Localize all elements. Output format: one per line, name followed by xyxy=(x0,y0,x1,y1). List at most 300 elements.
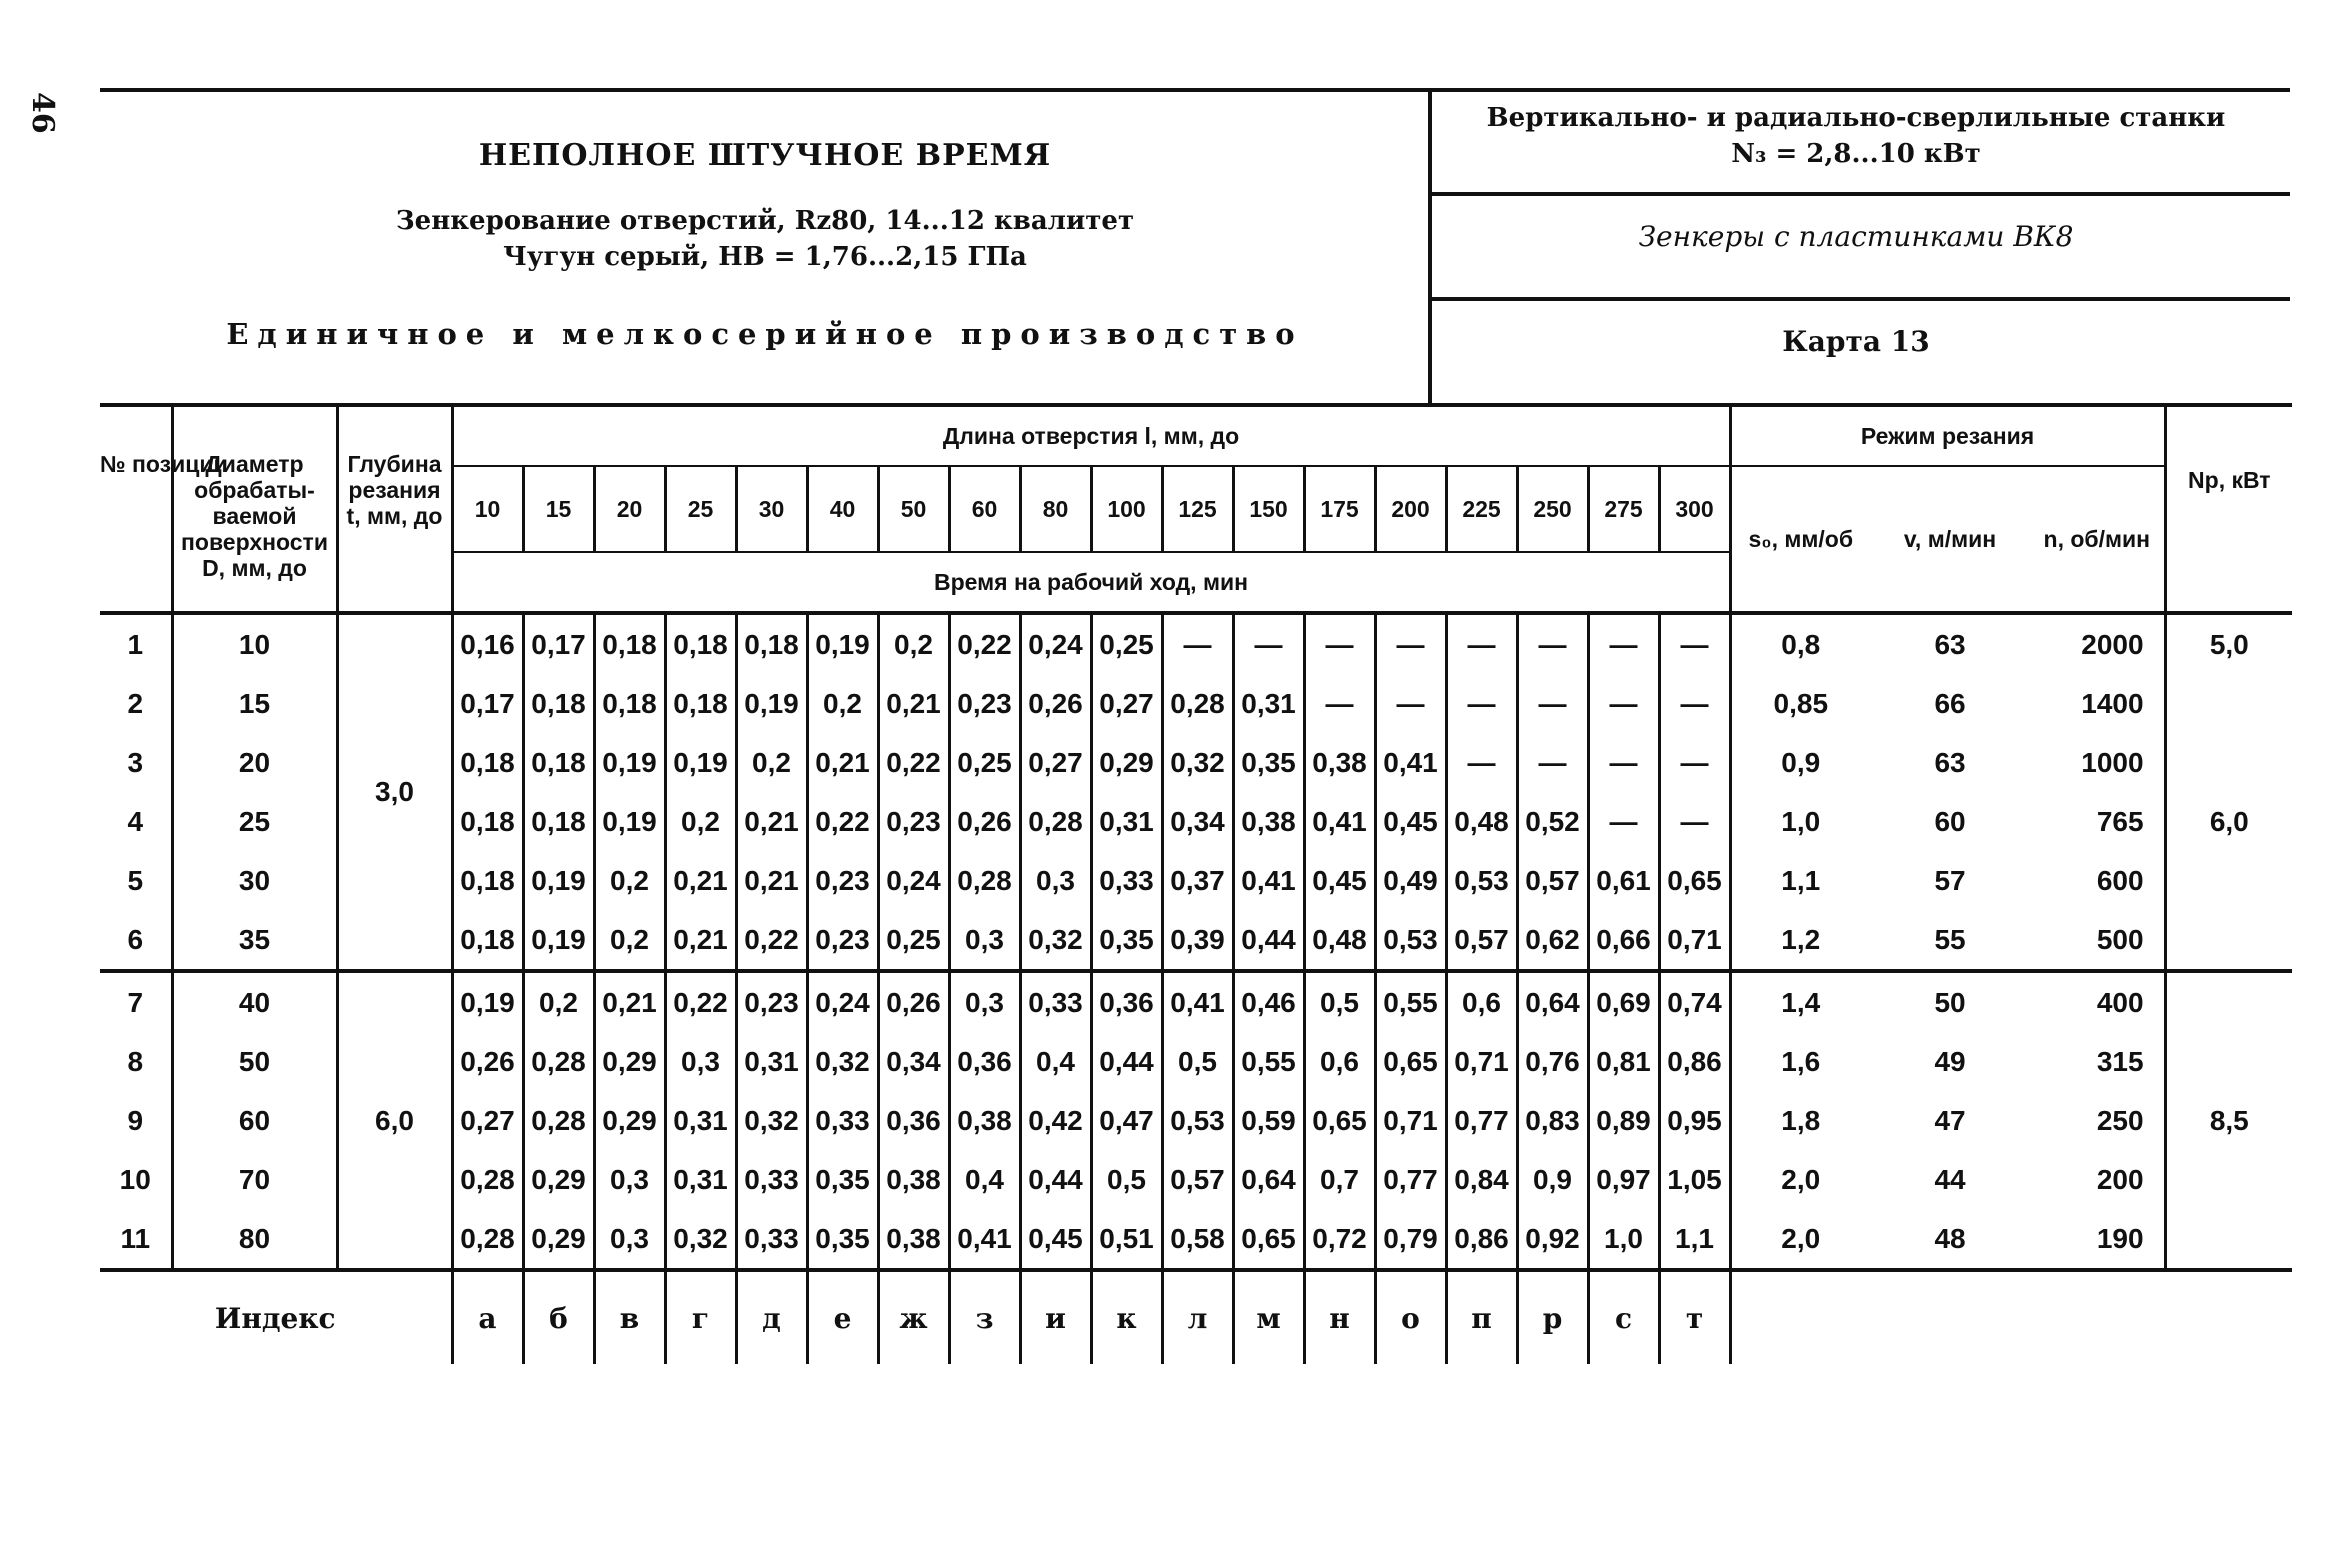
time-cell: 0,26 xyxy=(949,792,1020,851)
time-cell: 0,52 xyxy=(1517,792,1588,851)
time-cell: 0,3 xyxy=(949,971,1020,1032)
title-block xyxy=(100,92,1430,351)
time-cell: 0,23 xyxy=(878,792,949,851)
time-cell: 0,62 xyxy=(1517,910,1588,971)
time-cell: 0,22 xyxy=(807,792,878,851)
time-cell: 0,65 xyxy=(1375,1032,1446,1091)
time-cell: 0,18 xyxy=(452,792,523,851)
time-cell: 0,24 xyxy=(878,851,949,910)
col-diameter-header: Диаметр обрабатываемой поверхности D, мм, до xyxy=(172,405,337,613)
time-cell: 0,18 xyxy=(523,733,594,792)
speed-cell: 50 xyxy=(1870,971,2030,1032)
time-cell: 0,29 xyxy=(523,1150,594,1209)
time-cell: 0,31 xyxy=(1091,792,1162,851)
length-80: 80 xyxy=(1020,466,1091,552)
time-cell: 0,6 xyxy=(1446,971,1517,1032)
index-letter: г xyxy=(665,1270,736,1364)
index-label: Индекс xyxy=(100,1270,452,1364)
time-cell: 0,19 xyxy=(452,971,523,1032)
time-cell: 0,32 xyxy=(665,1209,736,1270)
time-cell: 0,34 xyxy=(878,1032,949,1091)
rpm-cell: 315 xyxy=(2096,1045,2144,1077)
time-cell: 0,84 xyxy=(1446,1150,1517,1209)
time-cell: 0,65 xyxy=(1304,1091,1375,1150)
rpm-cell: 1000 xyxy=(2081,746,2144,778)
time-cell: 0,33 xyxy=(736,1150,807,1209)
time-cell: 0,36 xyxy=(878,1091,949,1150)
time-cell: — xyxy=(1588,733,1659,792)
time-cell: 0,25 xyxy=(1091,613,1162,674)
time-cell: 0,32 xyxy=(807,1032,878,1091)
time-cell: 0,31 xyxy=(736,1032,807,1091)
time-cell: 0,18 xyxy=(594,613,665,674)
machines-type: Вертикально- и радиально-сверлильные станки xyxy=(1486,103,2226,133)
feed-cell: 1,8 xyxy=(1781,1104,1821,1136)
speed-cell: 63 xyxy=(1870,613,2030,674)
time-cell: 0,89 xyxy=(1588,1091,1659,1150)
rpm-cell: 190 xyxy=(2096,1222,2144,1254)
time-cell: 0,3 xyxy=(665,1032,736,1091)
time-cell: 0,95 xyxy=(1659,1091,1730,1150)
time-cell: 0,3 xyxy=(594,1209,665,1270)
time-cell: — xyxy=(1304,674,1375,733)
time-cell: 0,17 xyxy=(523,613,594,674)
time-cell: 0,29 xyxy=(523,1209,594,1270)
diameter-cell: 30 xyxy=(172,851,337,910)
time-cell: 0,5 xyxy=(1091,1150,1162,1209)
time-cell: 0,28 xyxy=(949,851,1020,910)
time-cell: 0,27 xyxy=(1091,674,1162,733)
feed-cell: 1,1 xyxy=(1781,864,1821,896)
time-cell: 0,92 xyxy=(1517,1209,1588,1270)
length-200: 200 xyxy=(1375,466,1446,552)
speed-cell: 48 xyxy=(1934,1222,1966,1254)
production-type: Единичное и мелкосерийное производство xyxy=(226,317,1304,351)
time-cell: 0,27 xyxy=(1020,733,1091,792)
time-cell: 0,48 xyxy=(1446,792,1517,851)
time-cell: 0,21 xyxy=(594,971,665,1032)
time-cell: 0,3 xyxy=(949,910,1020,971)
time-cell: 0,19 xyxy=(665,733,736,792)
power-cell: 5,0 xyxy=(2165,613,2292,674)
position-cell: 11 xyxy=(100,1209,172,1270)
speed-cell: 47 xyxy=(1934,1104,1966,1136)
feed-cell: 0,85 xyxy=(1773,687,1829,719)
time-cell: 0,35 xyxy=(807,1150,878,1209)
feed-cell: 1,4 xyxy=(1730,971,1870,1032)
time-cell: — xyxy=(1233,613,1304,674)
col-speed-header: v, м/мин xyxy=(1903,526,1997,552)
time-cell: 1,05 xyxy=(1659,1150,1730,1209)
time-cell: 0,28 xyxy=(1162,674,1233,733)
time-cell: — xyxy=(1446,613,1517,674)
index-letter: п xyxy=(1446,1270,1517,1364)
mode-group-header: Режим резания xyxy=(1730,405,2165,466)
time-cell: 0,44 xyxy=(1091,1032,1162,1091)
rpm-cell: 2000 xyxy=(2030,613,2165,674)
time-cell: 0,59 xyxy=(1233,1091,1304,1150)
time-cell: 0,47 xyxy=(1091,1091,1162,1150)
time-cell: 0,31 xyxy=(665,1150,736,1209)
time-cell: 0,23 xyxy=(949,674,1020,733)
rpm-cell: 250 xyxy=(2096,1104,2144,1136)
time-cell: 0,46 xyxy=(1233,971,1304,1032)
position-cell: 6 xyxy=(100,910,172,971)
length-40: 40 xyxy=(807,466,878,552)
time-cell: 0,18 xyxy=(665,613,736,674)
time-cell: 0,25 xyxy=(878,910,949,971)
length-275: 275 xyxy=(1588,466,1659,552)
time-cell: 0,41 xyxy=(1304,792,1375,851)
time-cell: 0,2 xyxy=(594,851,665,910)
time-table xyxy=(100,403,2292,1364)
time-cell: — xyxy=(1659,733,1730,792)
index-letter: а xyxy=(452,1270,523,1364)
length-25: 25 xyxy=(665,466,736,552)
time-cell: 0,44 xyxy=(1233,910,1304,971)
table-row xyxy=(100,971,2292,1032)
time-cell: — xyxy=(1659,613,1730,674)
time-cell: 0,23 xyxy=(736,971,807,1032)
time-cell: 0,33 xyxy=(736,1209,807,1270)
position-cell: 4 xyxy=(100,792,172,851)
index-row xyxy=(100,1270,2292,1364)
time-cell: — xyxy=(1588,792,1659,851)
speed-cell: 66 xyxy=(1934,687,1966,719)
length-175: 175 xyxy=(1304,466,1375,552)
time-cell: 0,33 xyxy=(1091,851,1162,910)
time-cell: 0,69 xyxy=(1588,971,1659,1032)
diameter-cell: 50 xyxy=(172,1032,337,1091)
length-100: 100 xyxy=(1091,466,1162,552)
time-cell: 0,3 xyxy=(594,1150,665,1209)
time-cell: 0,61 xyxy=(1588,851,1659,910)
time-cell: — xyxy=(1517,674,1588,733)
time-caption: Время на рабочий ход, мин xyxy=(452,552,1730,613)
time-cell: 0,35 xyxy=(807,1209,878,1270)
time-cell: 0,36 xyxy=(1091,971,1162,1032)
feed-cell: 1,6 xyxy=(1781,1045,1821,1077)
speed-cell: 44 xyxy=(1934,1163,1966,1195)
position-cell: 2 xyxy=(100,674,172,733)
time-cell: 0,18 xyxy=(452,733,523,792)
time-cell: 0,31 xyxy=(665,1091,736,1150)
right-rule-1 xyxy=(1430,192,2290,196)
time-cell: 0,38 xyxy=(878,1209,949,1270)
subtitle-operation: Зенкерование отверстий, Rz80, 14...12 квалитет xyxy=(395,206,1135,236)
time-cell: 0,32 xyxy=(736,1091,807,1150)
time-cell: 0,45 xyxy=(1020,1209,1091,1270)
diameter-cell: 25 xyxy=(172,792,337,851)
machines-cell xyxy=(1436,100,2276,172)
time-cell: 0,38 xyxy=(1233,792,1304,851)
time-cell: 0,23 xyxy=(807,851,878,910)
index-letter: б xyxy=(523,1270,594,1364)
time-cell: 0,23 xyxy=(807,910,878,971)
time-cell: 0,41 xyxy=(1375,733,1446,792)
table-row xyxy=(100,613,2292,674)
length-60: 60 xyxy=(949,466,1020,552)
index-letter: н xyxy=(1304,1270,1375,1364)
time-cell: 0,27 xyxy=(452,1091,523,1150)
time-cell: 0,31 xyxy=(1233,674,1304,733)
time-cell: 0,74 xyxy=(1659,971,1730,1032)
time-cell: 0,86 xyxy=(1446,1209,1517,1270)
time-cell: — xyxy=(1446,674,1517,733)
time-cell: 0,7 xyxy=(1304,1150,1375,1209)
time-cell: 0,18 xyxy=(736,613,807,674)
time-cell: 0,32 xyxy=(1162,733,1233,792)
card-number: Карта 13 xyxy=(1782,325,1930,358)
time-cell: 0,22 xyxy=(878,733,949,792)
length-15: 15 xyxy=(523,466,594,552)
position-cell: 9 xyxy=(100,1091,172,1150)
feed-cell: 0,9 xyxy=(1781,746,1821,778)
time-cell: 0,18 xyxy=(665,674,736,733)
time-cell: 0,2 xyxy=(807,674,878,733)
time-cell: 0,21 xyxy=(736,792,807,851)
time-cell: 0,71 xyxy=(1659,910,1730,971)
time-cell: 0,9 xyxy=(1517,1150,1588,1209)
feed-cell: 2,0 xyxy=(1781,1163,1821,1195)
diameter-cell: 20 xyxy=(172,733,337,792)
time-cell: 0,22 xyxy=(949,613,1020,674)
time-cell: 0,49 xyxy=(1375,851,1446,910)
time-cell: 0,28 xyxy=(1020,792,1091,851)
length-250: 250 xyxy=(1517,466,1588,552)
time-cell: 0,38 xyxy=(949,1091,1020,1150)
rpm-cell: 765 xyxy=(2096,805,2144,837)
index-letter: д xyxy=(736,1270,807,1364)
index-letter: м xyxy=(1233,1270,1304,1364)
time-cell: 0,41 xyxy=(949,1209,1020,1270)
index-letter: р xyxy=(1517,1270,1588,1364)
feed-cell: 0,8 xyxy=(1730,613,1870,674)
time-cell: 0,21 xyxy=(807,733,878,792)
length-group-header: Длина отверстия l, мм, до xyxy=(452,405,1730,466)
time-cell: 0,3 xyxy=(1020,851,1091,910)
time-cell: 0,19 xyxy=(523,910,594,971)
time-cell: 0,26 xyxy=(1020,674,1091,733)
time-cell: 0,79 xyxy=(1375,1209,1446,1270)
speed-cell: 57 xyxy=(1934,864,1966,896)
time-cell: — xyxy=(1588,674,1659,733)
feed-cell: 2,0 xyxy=(1781,1222,1821,1254)
time-cell: 0,97 xyxy=(1588,1150,1659,1209)
feed-cell: 1,2 xyxy=(1781,923,1821,955)
speed-cell: 63 xyxy=(1934,746,1966,778)
position-cell: 1 xyxy=(100,613,172,674)
page-title: НЕПОЛНОЕ ШТУЧНОЕ ВРЕМЯ xyxy=(478,138,1052,173)
diameter-cell: 10 xyxy=(172,613,337,674)
time-cell: 0,53 xyxy=(1446,851,1517,910)
tools-cell: Зенкеры с пластинками ВК8 xyxy=(1638,220,2074,253)
diameter-cell: 35 xyxy=(172,910,337,971)
time-cell: 0,55 xyxy=(1375,971,1446,1032)
time-cell: 0,19 xyxy=(736,674,807,733)
time-cell: 0,22 xyxy=(736,910,807,971)
time-cell: 0,28 xyxy=(452,1209,523,1270)
time-cell: 0,2 xyxy=(523,971,594,1032)
time-cell: 0,32 xyxy=(1020,910,1091,971)
time-cell: 0,34 xyxy=(1162,792,1233,851)
speed-cell: 60 xyxy=(1934,805,1966,837)
time-cell: 0,24 xyxy=(1020,613,1091,674)
length-225: 225 xyxy=(1446,466,1517,552)
time-cell: 0,65 xyxy=(1233,1209,1304,1270)
time-cell: 0,86 xyxy=(1659,1032,1730,1091)
time-cell: 0,77 xyxy=(1446,1091,1517,1150)
feed-cell: 1,0 xyxy=(1781,805,1821,837)
col-rpm-header: n, об/мин xyxy=(2043,526,2151,552)
time-cell: 0,45 xyxy=(1304,851,1375,910)
time-cell: 0,64 xyxy=(1233,1150,1304,1209)
time-cell: — xyxy=(1446,733,1517,792)
index-letter: о xyxy=(1375,1270,1446,1364)
time-cell: — xyxy=(1517,733,1588,792)
speed-cell: 55 xyxy=(1934,923,1966,955)
time-cell: 0,18 xyxy=(523,792,594,851)
time-cell: 0,4 xyxy=(1020,1032,1091,1091)
time-cell: 0,22 xyxy=(665,971,736,1032)
subtitle-material: Чугун серый, НВ = 1,76...2,15 ГПа xyxy=(503,242,1027,272)
time-cell: 0,66 xyxy=(1588,910,1659,971)
position-cell: 8 xyxy=(100,1032,172,1091)
index-letter: с xyxy=(1588,1270,1659,1364)
index-letter: л xyxy=(1162,1270,1233,1364)
time-cell: 0,17 xyxy=(452,674,523,733)
time-cell: 0,19 xyxy=(523,851,594,910)
time-cell: 0,33 xyxy=(807,1091,878,1150)
time-cell: 0,51 xyxy=(1091,1209,1162,1270)
time-cell: 0,29 xyxy=(594,1091,665,1150)
diameter-cell: 40 xyxy=(172,971,337,1032)
position-cell: 3 xyxy=(100,733,172,792)
col-feed-header: s₀, мм/об xyxy=(1748,526,1854,552)
time-cell: 0,57 xyxy=(1517,851,1588,910)
time-cell: 0,18 xyxy=(523,674,594,733)
time-cell: 0,28 xyxy=(523,1091,594,1150)
time-cell: 0,81 xyxy=(1588,1032,1659,1091)
col-depth-header: Глубина резания t, мм, до xyxy=(337,405,452,613)
time-cell: 0,19 xyxy=(594,733,665,792)
diameter-cell: 80 xyxy=(172,1209,337,1270)
time-cell: 0,18 xyxy=(452,910,523,971)
col-position-header: № позиции xyxy=(100,405,172,613)
time-cell: 0,37 xyxy=(1162,851,1233,910)
time-cell: 0,2 xyxy=(736,733,807,792)
index-letter: и xyxy=(1020,1270,1091,1364)
power-cell: 6,0 xyxy=(2165,674,2292,971)
position-cell: 5 xyxy=(100,851,172,910)
length-300: 300 xyxy=(1659,466,1730,552)
time-cell: 0,21 xyxy=(665,910,736,971)
time-cell: 0,26 xyxy=(452,1032,523,1091)
time-cell: 0,6 xyxy=(1304,1032,1375,1091)
time-cell: 0,41 xyxy=(1162,971,1233,1032)
index-letter: з xyxy=(949,1270,1020,1364)
time-cell: 0,28 xyxy=(452,1150,523,1209)
time-cell: 0,48 xyxy=(1304,910,1375,971)
time-cell: 0,64 xyxy=(1517,971,1588,1032)
diameter-cell: 15 xyxy=(172,674,337,733)
time-cell: 0,72 xyxy=(1304,1209,1375,1270)
time-cell: 0,35 xyxy=(1233,733,1304,792)
time-cell: 0,76 xyxy=(1517,1032,1588,1091)
time-cell: 0,2 xyxy=(665,792,736,851)
page-number: 46 xyxy=(25,92,60,134)
time-cell: 0,33 xyxy=(1020,971,1091,1032)
rpm-cell: 200 xyxy=(2096,1163,2144,1195)
depth-cell: 3,0 xyxy=(337,613,452,971)
time-cell: 0,29 xyxy=(1091,733,1162,792)
time-cell: 0,71 xyxy=(1446,1032,1517,1091)
index-letter: в xyxy=(594,1270,665,1364)
time-cell: — xyxy=(1517,613,1588,674)
time-cell: 1,0 xyxy=(1588,1209,1659,1270)
diameter-cell: 60 xyxy=(172,1091,337,1150)
time-cell: 0,41 xyxy=(1233,851,1304,910)
time-cell: 0,53 xyxy=(1375,910,1446,971)
time-cell: 0,2 xyxy=(878,613,949,674)
time-cell: — xyxy=(1659,792,1730,851)
rpm-cell: 1400 xyxy=(2081,687,2144,719)
time-cell: 0,16 xyxy=(452,613,523,674)
time-cell: — xyxy=(1375,674,1446,733)
time-cell: 0,2 xyxy=(594,910,665,971)
col-power-header: Nр, кВт xyxy=(2165,405,2292,552)
length-20: 20 xyxy=(594,466,665,552)
time-cell: 0,38 xyxy=(1304,733,1375,792)
machines-power: N₃ = 2,8...10 кВт xyxy=(1731,139,1981,169)
time-cell: — xyxy=(1659,674,1730,733)
time-cell: — xyxy=(1304,613,1375,674)
time-cell: 0,77 xyxy=(1375,1150,1446,1209)
time-cell: 0,5 xyxy=(1162,1032,1233,1091)
time-cell: 1,1 xyxy=(1659,1209,1730,1270)
time-cell: 0,26 xyxy=(878,971,949,1032)
time-cell: 0,55 xyxy=(1233,1032,1304,1091)
index-letter: т xyxy=(1659,1270,1730,1364)
position-cell: 7 xyxy=(100,971,172,1032)
time-cell: 0,83 xyxy=(1517,1091,1588,1150)
time-cell: 0,21 xyxy=(665,851,736,910)
diameter-cell: 70 xyxy=(172,1150,337,1209)
rpm-cell: 600 xyxy=(2096,864,2144,896)
time-cell: 0,24 xyxy=(807,971,878,1032)
time-cell: 0,65 xyxy=(1659,851,1730,910)
time-cell: 0,53 xyxy=(1162,1091,1233,1150)
length-50: 50 xyxy=(878,466,949,552)
time-cell: 0,21 xyxy=(736,851,807,910)
length-150: 150 xyxy=(1233,466,1304,552)
time-cell: 0,36 xyxy=(949,1032,1020,1091)
index-letter: е xyxy=(807,1270,878,1364)
time-cell: 0,18 xyxy=(452,851,523,910)
time-cell: 0,25 xyxy=(949,733,1020,792)
speed-cell: 49 xyxy=(1934,1045,1966,1077)
time-cell: 0,57 xyxy=(1446,910,1517,971)
index-letter: к xyxy=(1091,1270,1162,1364)
depth-cell: 6,0 xyxy=(337,971,452,1270)
time-cell: 0,35 xyxy=(1091,910,1162,971)
time-cell: — xyxy=(1162,613,1233,674)
time-cell: 0,19 xyxy=(807,613,878,674)
time-cell: 0,71 xyxy=(1375,1091,1446,1150)
rpm-cell: 400 xyxy=(2030,971,2165,1032)
time-cell: 0,57 xyxy=(1162,1150,1233,1209)
time-cell: — xyxy=(1375,613,1446,674)
